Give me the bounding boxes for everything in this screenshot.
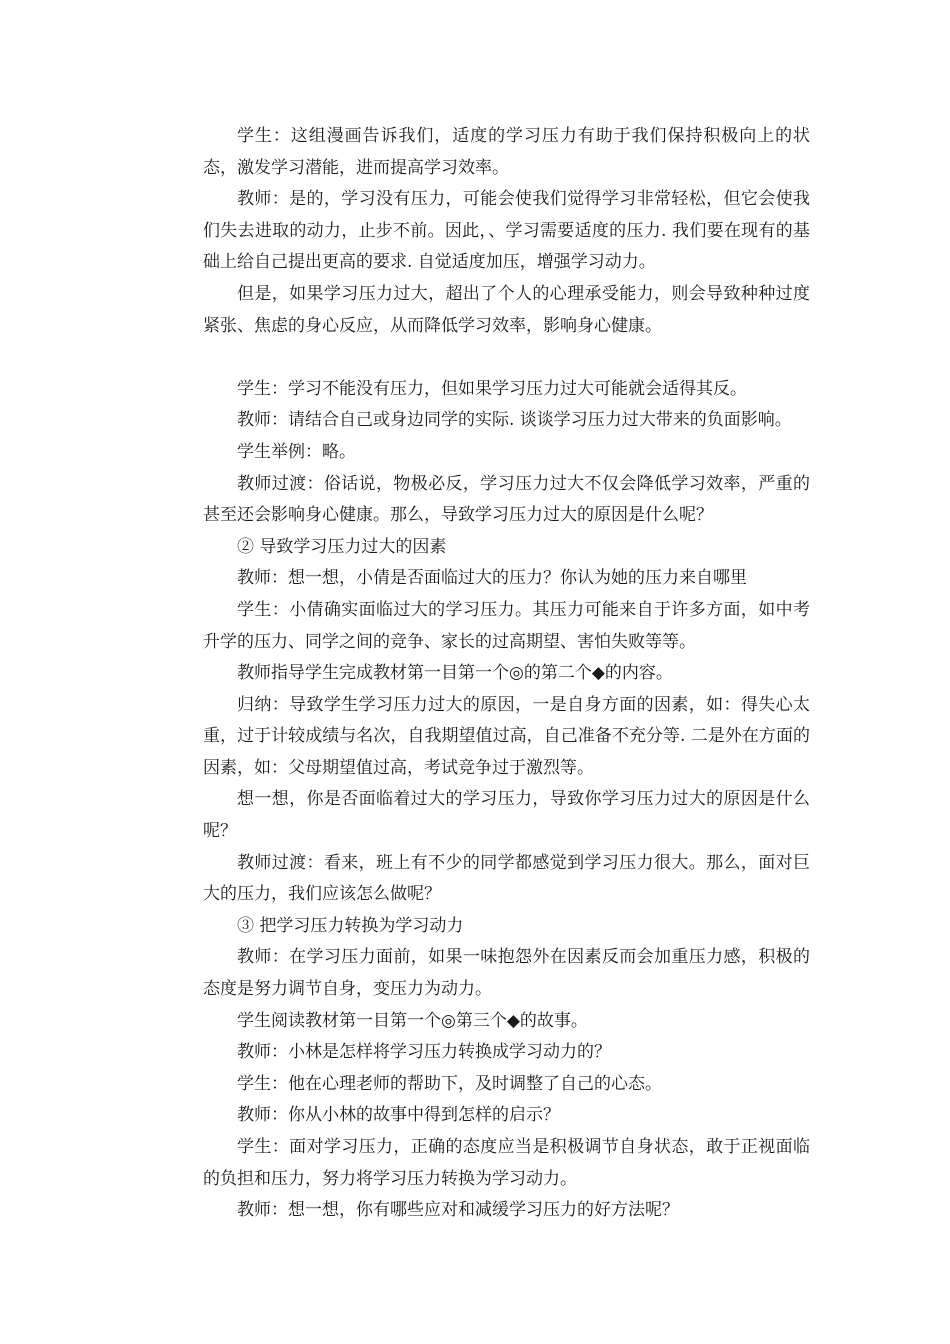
paragraph: 教师：小林是怎样将学习压力转换成学习动力的？ bbox=[237, 1042, 611, 1063]
section-heading: ③ 把学习压力转换为学习动力 bbox=[237, 915, 464, 936]
paragraph: 教师：想一想，小倩是否面临过大的压力？你认为她的压力来自哪里 bbox=[237, 568, 747, 589]
paragraph: 学生举例：略。 bbox=[237, 441, 356, 462]
paragraph: 教师过渡：俗话说，物极必反，学习压力过大不仅会降低学习效率，严重的甚至还会影响身心健康。那么，导致学习压力过大的原因是什么呢？ bbox=[203, 473, 810, 526]
paragraph: 学生：这组漫画告诉我们，适度的学习压力有助于我们保持积极向上的状态，激发学习潜能，进而提高学习效率。 bbox=[203, 126, 810, 178]
paragraph: 学生：面对学习压力，正确的态度应当是积极调节自身状态，敢于正视面临的负担和压力，努力将学习压力转换为学习动力。 bbox=[203, 1137, 810, 1189]
document-body bbox=[203, 121, 810, 1227]
paragraph: 教师：你从小林的故事中得到怎样的启示？ bbox=[237, 1105, 560, 1126]
blank-line bbox=[203, 342, 810, 374]
paragraph: 教师：在学习压力面前，如果一味抱怨外在因素反而会加重压力感，积极的态度是努力调节自身，变压力为动力。 bbox=[203, 947, 810, 1000]
paragraph: 归纳：导致学生学习压力过大的原因，一是自身方面的因素，如：得失心太重，过于计较成绩与名次，自我期望值过高，自己准备不充分等. 二是外在方面的因素，如：父母期望值过高，考试竞争过于激烈等。 bbox=[203, 694, 810, 778]
paragraph: 教师：想一想，你有哪些应对和减缓学习压力的好方法呢？ bbox=[237, 1200, 679, 1221]
paragraph: 教师指导学生完成教材第一目第一个◎的第二个◆的内容。 bbox=[237, 663, 673, 684]
paragraph: 学生阅读教材第一目第一个◎第三个◆的故事。 bbox=[237, 1010, 588, 1031]
paragraph: 学生：学习不能没有压力，但如果学习压力过大可能就会适得其反。 bbox=[237, 378, 747, 399]
section-heading: ② 导致学习压力过大的因素 bbox=[237, 536, 447, 557]
paragraph: 教师过渡：看来，班上有不少的同学都感觉到学习压力很大。那么，面对巨大的压力，我们应该怎么做呢？ bbox=[203, 852, 810, 905]
paragraph: 但是，如果学习压力过大，超出了个人的心理承受能力，则会导致种种过度紧张、焦虑的身心反应，从而降低学习效率，影响身心健康。 bbox=[203, 283, 810, 336]
paragraph: 教师：是的，学习没有压力，可能会使我们觉得学习非常轻松，但它会使我们失去进取的动力，止步不前。因此，、学习需要适度的压力. 我们要在现有的基础上给自己提出更高的要求. 自觉适度加压，增强学习动力。 bbox=[203, 189, 810, 273]
paragraph: 教师：请结合自己或身边同学的实际. 谈谈学习压力过大带来的负面影响。 bbox=[237, 410, 792, 431]
paragraph: 学生：小倩确实面临过大的学习压力。其压力可能来自于许多方面，如中考升学的压力、同学之间的竞争、家长的过高期望、害怕失败等等。 bbox=[203, 599, 810, 652]
paragraph: 想一想，你是否面临着过大的学习压力，导致你学习压力过大的原因是什么呢？ bbox=[203, 789, 810, 842]
paragraph: 学生：他在心理老师的帮助下，及时调整了自己的心态。 bbox=[237, 1073, 662, 1094]
